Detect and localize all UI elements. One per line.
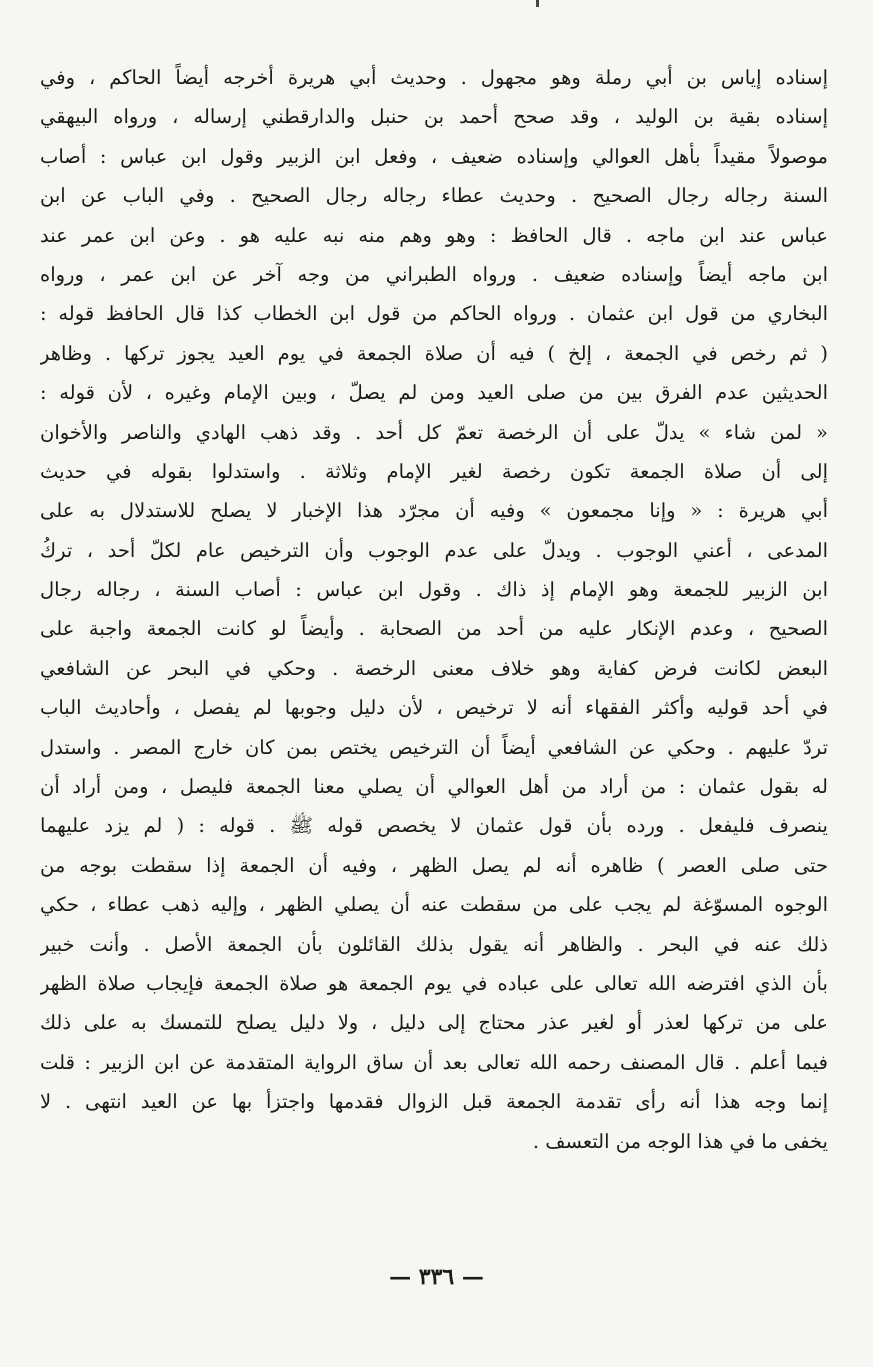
- text-line: ابن ماجه أيضاً وإسناده ضعيف . ورواه الطبراني من وجه آخر عن ابن عمر ، ورواه: [40, 262, 828, 286]
- page-number: — ٣٣٦ —: [389, 1264, 484, 1290]
- text-line: بأن الذي افترضه الله تعالى على عباده في يوم الجمعة هو صلاة الجمعة فإيجاب صلاة الظهر: [40, 971, 828, 995]
- text-line: إنما وجه هذا أنه رأى تقدمة الجمعة قبل الزوال فقدمها واجتزأ بها عن العيد انتهى . لا: [40, 1090, 828, 1114]
- text-line: إسناده بقية بن الوليد ، وقد صحح أحمد بن حنبل والدارقطني إرساله ، ورواه البيهقي: [40, 105, 828, 129]
- text-line: البعض لكانت فرض كفاية وهو خلاف معنى الرخصة . وحكي في البحر عن الشافعي: [40, 656, 828, 680]
- text-line: الصحيح ، وعدم الإنكار عليه من أحد من الصحابة . وأيضاً لو كانت الجمعة واجبة على: [40, 617, 828, 641]
- text-line: السنة رجاله رجال الصحيح . وحديث عطاء رجاله رجال الصحيح . وفي الباب عن ابن: [40, 184, 828, 208]
- text-line: حتى صلى العصر ) ظاهره أنه لم يصل الظهر ، وفيه أن الجمعة إذا سقطت بوجه من: [40, 853, 828, 877]
- text-line: ابن الزبير للجمعة وهو الإمام إذ ذاك . وقول ابن عباس : أصاب السنة ، رجاله رجال: [40, 578, 828, 602]
- text-line: « لمن شاء » يدلّ على أن الرخصة تعمّ كل أحد . وقد ذهب الهادي والناصر والأخوان: [40, 420, 828, 444]
- text-line: ينصرف فليفعل . ورده بأن قول عثمان لا يخصص قوله ﷺ . قوله : ( لم يزد عليهما: [40, 814, 828, 838]
- text-line: الوجوه المسوّغة لم يجب على من سقطت عنه أن يصلي الظهر ، وإليه ذهب عطاء ، حكي: [40, 893, 828, 917]
- text-line: عباس عند ابن ماجه . قال الحافظ : وهو وهم منه نبه عليه هو . وعن ابن عمر عند: [40, 223, 828, 247]
- text-line: على من تركها لعذر أو لغير عذر محتاج إلى دليل ، ولا دليل يصلح للتمسك به على ذلك: [40, 1011, 828, 1035]
- text-line: المدعى ، أعني الوجوب . ويدلّ على عدم الوجوب وأن الترخيص عام لكلّ أحد ، تركُ: [40, 538, 828, 562]
- text-line: ( ثم رخص في الجمعة ، إلخ ) فيه أن صلاة الجمعة في يوم العيد يجوز تركها . وظاهر: [40, 341, 828, 365]
- text-line: تردّ عليهم . وحكي عن الشافعي أيضاً أن الترخيص يختص بمن كان خارج المصر . واستدل: [40, 735, 828, 759]
- text-line: البخاري من قول ابن عثمان . ورواه الحاكم من قول ابن الخطاب كذا قال الحافظ قوله :: [40, 302, 828, 326]
- text-line: موصولاً مقيداً بأهل العوالي وإسناده ضعيف ، وفعل ابن الزبير وقول ابن عباس : أصاب: [40, 144, 828, 168]
- text-line: إلى أن صلاة الجمعة تكون رخصة لغير الإمام وثلاثة . واستدلوا بقوله في حديث: [40, 459, 828, 483]
- text-line: ذلك عنه في البحر . والظاهر أنه يقول بذلك القائلون بأن الجمعة الأصل . وأنت خبير: [40, 932, 828, 956]
- text-line: إسناده إياس بن أبي رملة وهو مجهول . وحديث أبي هريرة أخرجه أيضاً الحاكم ، وفي: [40, 66, 828, 89]
- text-line: في أحد قوليه وأكثر الفقهاء أنه لا ترخيص ، لأن دليل وجوبها لم يفصل ، وأحاديث الباب: [40, 696, 828, 720]
- top-edge-mark: [536, 0, 539, 7]
- body-text: [40, 58, 828, 1161]
- text-line: يخفى ما في هذا الوجه من التعسف .: [532, 1129, 828, 1153]
- text-line: أبي هريرة : « وإنا مجمعون » وفيه أن مجرّد هذا الإخبار لا يصلح للاستدلال به على: [40, 499, 828, 523]
- text-line: الحديثين عدم الفرق بين من صلى العيد ومن لم يصلّ ، وبين الإمام وغيره ، لأن قوله :: [40, 381, 828, 405]
- text-line: له بقول عثمان : من أراد من أهل العوالي أن يصلي معنا الجمعة فليصل ، ومن أراد أن: [40, 775, 828, 799]
- text-line: فيما أعلم . قال المصنف رحمه الله تعالى بعد أن ساق الرواية المتقدمة عن ابن الزبير : قلت: [40, 1050, 828, 1074]
